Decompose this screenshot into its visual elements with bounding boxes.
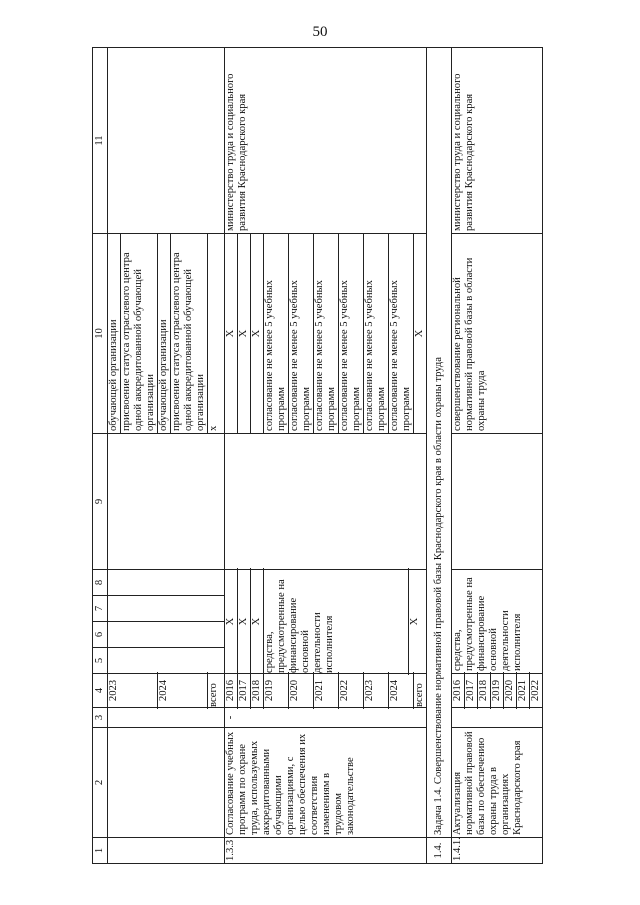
cont-cell-11: [108, 48, 225, 234]
cont-cell-3: [108, 708, 225, 728]
cont-cell-8: [108, 570, 225, 596]
row-141-year-2021: 2021: [516, 672, 529, 709]
result-2023-b: присвоение статуса отраслевого центра одной аккредитованной обучающей организации: [120, 234, 157, 433]
row-141-year-2017: 2017: [464, 672, 477, 709]
col-header-3: 3: [93, 708, 108, 728]
row-133-r-2023: согласование не менее 5 учебных программ: [363, 234, 388, 433]
task-14-number: 1.4.: [426, 838, 451, 864]
row-133-year-2024: 2024: [388, 672, 413, 709]
row-1-3-3: [225, 48, 427, 864]
cont-cell-5: [108, 648, 225, 674]
result-2024-a: обучающей организации: [157, 234, 170, 433]
row-133-responsible: министерство труда и социального развития Краснодарского края: [225, 48, 427, 234]
row-133-col9: [225, 434, 427, 570]
row-133-number: 1.3.3: [225, 838, 427, 864]
col-header-2: 2: [93, 728, 108, 838]
col-header-1: 1: [93, 838, 108, 864]
row-133-year-2023: 2023: [363, 672, 388, 709]
row-141-number: 1.4.1.: [451, 838, 542, 864]
row-133-year-2019: 2019: [263, 672, 288, 709]
row-133-r-2021: согласование не менее 5 учебных программ: [313, 234, 338, 433]
col-header-5: 5: [93, 648, 108, 674]
program-table: [92, 47, 543, 864]
row-133-x-2018: Х: [250, 568, 263, 675]
row-133-r-2017: Х: [237, 234, 250, 433]
row-141-year-2022: 2022: [529, 672, 542, 709]
result-2024-b: присвоение статуса отраслевого центра одной аккредитованной обучающей организации: [170, 234, 207, 433]
row-133-total-label: всего: [413, 672, 426, 709]
col-header-11: 11: [93, 48, 108, 234]
row-133-r-2022: согласование не менее 5 учебных программ: [338, 234, 363, 433]
row-133-name: Согласование учебных программ по охране труда, используемых аккредитованными обучающими организациями, с целью обеспечения их соответствия изменениям в трудовом законодательстве: [225, 728, 427, 838]
row-133-year-2022: 2022: [338, 672, 363, 709]
row-133-year-2016: 2016: [225, 679, 236, 702]
row-133-x-total: Х: [408, 568, 421, 675]
row-133-source: средства, предусмотренные на финансирование основной деятельности исполнителя: [263, 568, 408, 675]
cont-cell-1: [108, 838, 225, 864]
cont-cell-9: [108, 434, 225, 570]
rotated-table-frame: [92, 48, 541, 864]
year-2023: 2023: [108, 679, 119, 702]
row-141-year-2018: 2018: [477, 672, 490, 709]
row-133-r-2016: Х: [225, 329, 236, 338]
row-133-year-2018: 2018: [250, 672, 263, 709]
header-row: [93, 48, 108, 864]
col-header-7: 7: [93, 596, 108, 622]
row-133-x-2017: Х: [237, 568, 250, 675]
task-1-4-row: [426, 48, 451, 864]
row-133-year-2021: 2021: [313, 672, 338, 709]
row-133-r-2020: согласование не менее 5 учебных программ: [288, 234, 313, 433]
col-header-8: 8: [93, 570, 108, 596]
row-141-col9: [451, 434, 542, 570]
continuation-row: [108, 48, 225, 864]
row-141-year-2020: 2020: [503, 672, 516, 709]
row-141-col3: [451, 708, 542, 728]
col-header-9: 9: [93, 434, 108, 570]
row-141-responsible: министерство труда и социального развития Краснодарского края: [451, 48, 542, 234]
cont-cell-6: [108, 622, 225, 648]
row-141-name: Актуализация нормативной правовой базы по обеспечению охраны труда в организациях Краснодарского края: [451, 728, 542, 838]
task-14-title: Задача 1.4. Совершенствование нормативной правовой базы Краснодарского края в области охраны труда: [426, 48, 451, 838]
row-1-4-1: [451, 48, 542, 864]
row-141-result: совершенствование региональной нормативной правовой базы в области охраны труда: [451, 234, 542, 434]
cont-cell-7: [108, 596, 225, 622]
rotated-table-container: [92, 48, 541, 864]
row-141-source: средства, предусмотренные на финансирование основной деятельности исполнителя: [451, 570, 542, 674]
year-2024: 2024: [157, 672, 207, 709]
col-header-6: 6: [93, 622, 108, 648]
row-133-year-2020: 2020: [288, 672, 313, 709]
row-141-year-2016: 2016: [451, 679, 463, 702]
cont-cell-2: [108, 728, 225, 838]
result-total-top: х: [207, 234, 220, 433]
row-133-r-total: Х: [413, 234, 426, 433]
row-133-r-2024: согласование не менее 5 учебных программ: [388, 234, 413, 433]
row-141-year-2019: 2019: [490, 672, 503, 709]
row-133-year-2017: 2017: [237, 672, 250, 709]
col-header-4: 4: [93, 674, 108, 708]
row-133-x-2016: Х: [225, 617, 236, 626]
col-header-10: 10: [93, 234, 108, 434]
result-2023-a: обучающей организации: [108, 319, 119, 431]
page-number: 50: [312, 24, 328, 40]
row-133-r-2018: Х: [250, 234, 263, 433]
row-133-r-2019: согласование не менее 5 учебных программ: [263, 234, 288, 433]
row-133-col3: -: [225, 708, 427, 728]
total-label-top: всего: [207, 672, 222, 709]
